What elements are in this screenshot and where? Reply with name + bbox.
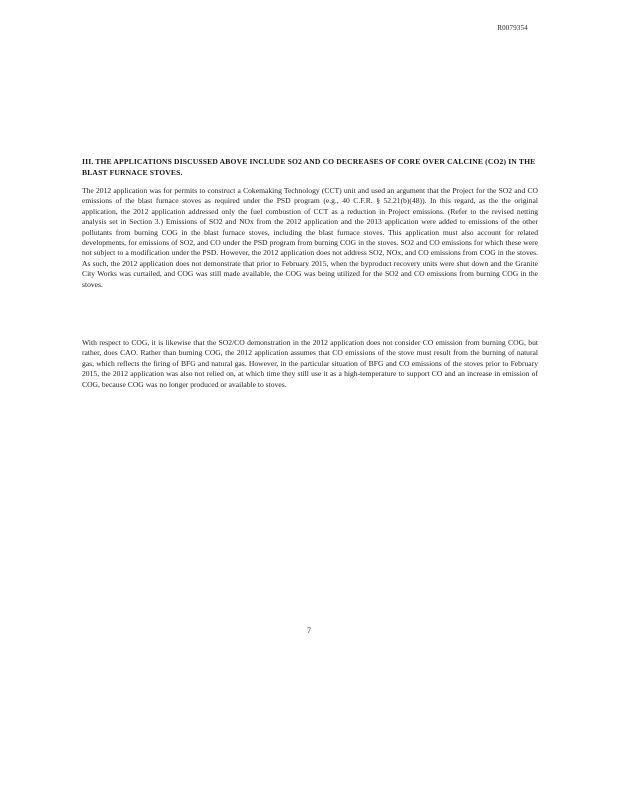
body-paragraph: The 2012 application was for permits to construct a Cokemaking Technology (CCT) unit and used an argument that the Project for the SO2 and CO emissions of the blast furnace stoves as required under the PSD program (e.g., 40 C.F.R. § 52.21(b)(48)). In this regard, as the the original application, the 2012 application addressed only the fuel combustion of CCT as a reduction in Project emissions. (Refer to the revised netting analysis set in Section 3.) Emissions of SO2 and NOx from the 2012 application and the 2013 application were added to emissions of the other pollutants from burning COG in the blast furnace stoves, including the blast furnace stoves. This application must also account for related developments, for emissions of SO2, and CO under the PSD program from burning COG in the stoves. SO2 and CO emissions for which these were not subject to a modification under the PSD. However, the 2012 application does not address SO2, NOx, and CO emissions from COG in the stoves. As such, the 2012 application does not demonstrate that prior to February 2015, when the byproduct recovery units were shut down and the Granite City Works was curtailed, and COG was still made available, the COG was being utilized for the SO2 and CO emissions from burning COG in the stoves. — [82, 186, 538, 289]
page-number: 7 — [307, 626, 311, 635]
section-heading: III. THE APPLICATIONS DISCUSSED ABOVE INCLUDE SO2 AND CO DECREASES OF CORE OVER CALCINE (CO2) IN THE BLAST FURNACE STOVES. — [82, 157, 536, 177]
bates-number: R0079354 — [497, 24, 528, 32]
body-paragraph: With respect to COG, it is likewise that the SO2/CO demonstration in the 2012 application does not consider CO emission from burning COG, but rather, does CAO. Rather than burning COG, the 2012 application assumes that CO emissions of the stove must result from the burning of natural gas, which reflects the firing of BFG and natural gas. However, in the particular situation of BFG and CO emissions of the stoves prior to February 2015, the 2012 application was also not relied on, at which time they still use it as a high-temperature to support CO and an increase in emission of COG, because COG was no longer produced or available to stoves. — [82, 338, 538, 389]
